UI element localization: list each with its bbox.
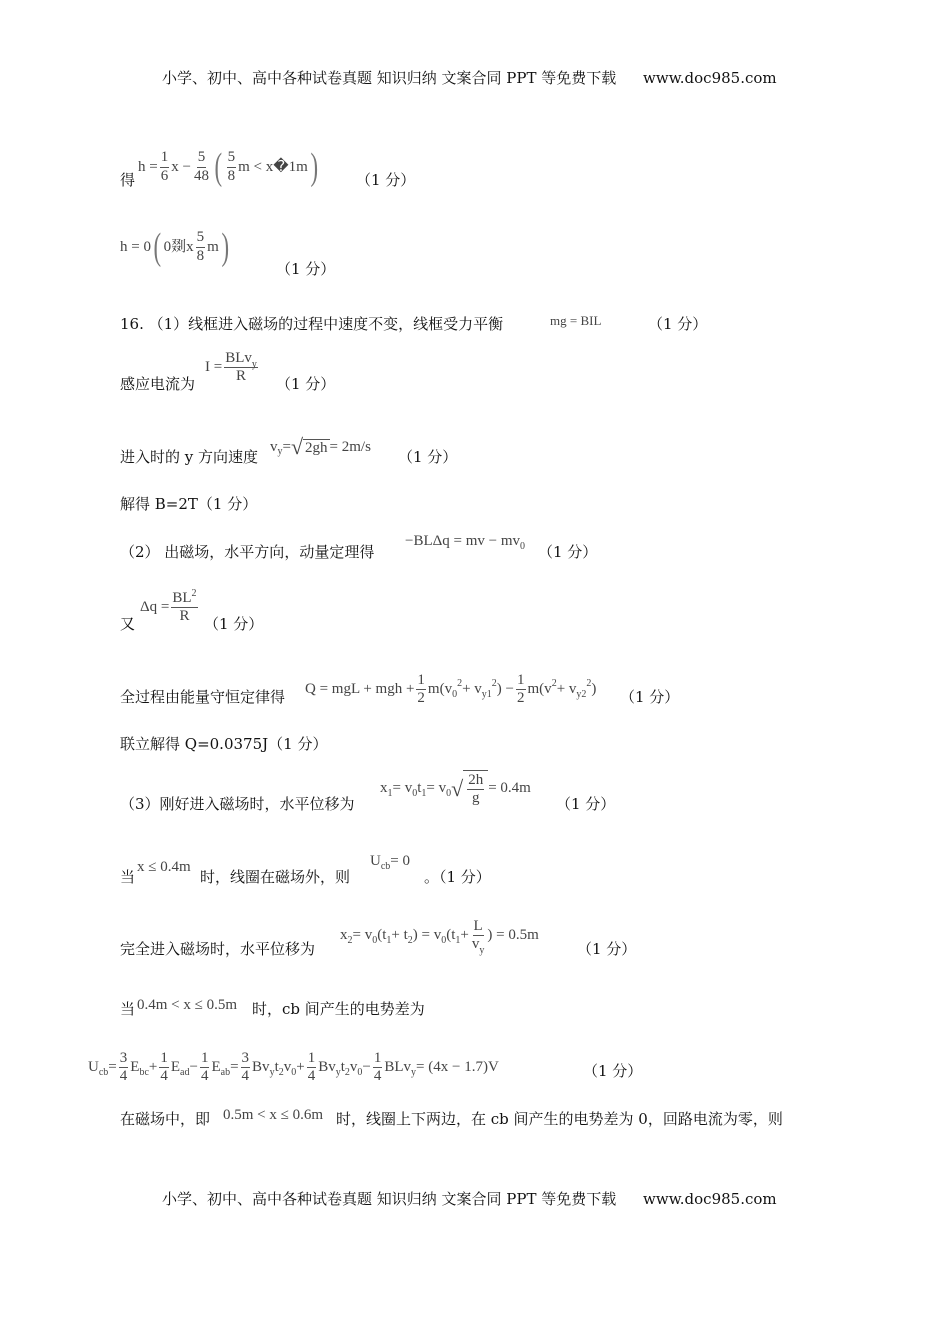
denominator xyxy=(160,168,170,185)
subscript: 0 xyxy=(446,787,452,799)
numerator xyxy=(171,590,197,608)
math-text: BL xyxy=(172,590,192,606)
subscript: y xyxy=(479,945,485,957)
score: （1 分） xyxy=(276,375,336,393)
subscript: cb xyxy=(98,1066,109,1078)
math-text: ) − xyxy=(496,681,515,698)
radical-sign: √ xyxy=(451,775,464,801)
math-text: 2gh xyxy=(305,439,328,456)
text-de: 得 xyxy=(120,171,136,189)
math-text: 0.5m < x ≤ 0.6m xyxy=(223,1107,324,1123)
formula-h-piecewise-2 xyxy=(120,228,231,266)
math-text: U xyxy=(370,853,381,869)
denominator xyxy=(193,168,210,185)
numerator xyxy=(373,1050,383,1068)
text-in-field-cont: 时，线圈上下两边，在 cb 间产生的电势差为 0，回路电流为零，则 xyxy=(336,1110,783,1128)
math-text: x ≤ 0.4m xyxy=(137,859,191,875)
math-text: 8 xyxy=(196,247,205,264)
denominator xyxy=(235,368,247,385)
math-text: 1 xyxy=(200,1050,209,1066)
denominator xyxy=(119,1068,129,1085)
math-text: 1 xyxy=(160,1050,168,1066)
denominator xyxy=(241,1068,251,1085)
math-text: Bv xyxy=(252,1059,270,1076)
math-text: 0.4m < x ≤ 0.5m xyxy=(137,997,238,1013)
formula-h-piecewise-1 xyxy=(138,148,320,186)
subscript: 2 xyxy=(407,934,413,946)
math-text: = v xyxy=(392,780,413,797)
text-again: 又 xyxy=(120,615,136,633)
fraction xyxy=(171,590,197,626)
math-text: BLv xyxy=(225,350,252,366)
math-text: = (4x − 1.7)V xyxy=(416,1059,499,1076)
formula-ucb xyxy=(88,1050,499,1086)
left-paren: ( xyxy=(153,226,162,268)
denominator xyxy=(471,790,481,807)
math-text: E xyxy=(170,1059,181,1076)
math-text: + xyxy=(148,1059,158,1076)
math-text: 1 xyxy=(517,672,525,688)
math-text: 1 xyxy=(373,1050,382,1066)
fraction xyxy=(159,1050,169,1086)
math-text: = v xyxy=(352,927,373,944)
square-root xyxy=(291,436,330,458)
math-text: x xyxy=(380,780,388,797)
formula-x1 xyxy=(380,770,531,808)
numerator xyxy=(200,1050,210,1068)
math-text: m xyxy=(207,238,219,255)
superscript: 2 xyxy=(491,677,497,689)
math-text: E xyxy=(211,1059,221,1076)
subscript: 0 xyxy=(452,688,458,700)
subscript: 0 xyxy=(291,1066,297,1078)
math-text: 5 xyxy=(227,149,236,166)
math-text: x − xyxy=(171,158,191,175)
text-current: 感应电流为 xyxy=(120,375,196,393)
subscript: y2 xyxy=(576,688,587,700)
math-text: m(v xyxy=(427,681,453,698)
formula-current xyxy=(205,350,260,386)
math-text: ) xyxy=(591,681,597,698)
question-16-part-3: （3）刚好进入磁场时，水平位移为 xyxy=(120,795,355,813)
fraction xyxy=(224,350,258,386)
text-in-field: 在磁场中，即 xyxy=(120,1110,211,1128)
left-paren: ( xyxy=(214,146,223,188)
math-text: 3 xyxy=(241,1050,250,1066)
math-text: + t xyxy=(391,927,408,944)
superscript: 2 xyxy=(586,677,592,689)
subscript: 1 xyxy=(386,934,392,946)
subscript: y xyxy=(277,446,283,457)
formula-momentum xyxy=(405,533,526,552)
denominator xyxy=(516,690,526,707)
math-text: 4 xyxy=(307,1068,316,1085)
math-text: m < x�1m xyxy=(238,158,308,175)
parenthesis-group xyxy=(151,228,232,266)
numerator xyxy=(227,149,237,167)
text-outside: 时，线圈在磁场外，则 xyxy=(200,868,351,886)
formula-vy xyxy=(270,436,371,458)
math-text: + xyxy=(460,927,469,944)
fraction xyxy=(193,149,210,185)
right-paren: ) xyxy=(310,146,318,188)
radicand xyxy=(303,439,330,456)
denominator xyxy=(471,936,486,957)
math-text: t xyxy=(274,1059,279,1076)
fraction xyxy=(373,1050,383,1086)
radicand xyxy=(463,770,488,808)
math-text: U xyxy=(88,1059,99,1076)
page-header xyxy=(162,71,777,86)
math-text: = 0 xyxy=(390,853,411,869)
superscript: 2 xyxy=(457,677,463,689)
subscript: 1 xyxy=(387,787,393,799)
subscript: cb xyxy=(380,860,391,872)
subscript: y xyxy=(269,1066,275,1078)
superscript: 2 xyxy=(191,588,197,599)
math-text: g xyxy=(471,790,480,807)
text-cb-potential: 时，cb 间产生的电势差为 xyxy=(252,1000,425,1018)
footer-site: www.doc985.com xyxy=(643,1190,777,1208)
score: （1 分） xyxy=(204,615,264,633)
math-text: = xyxy=(230,1059,239,1076)
math-text: 5 xyxy=(197,149,206,166)
subscript: 2 xyxy=(347,934,353,946)
math-text: = xyxy=(108,1059,117,1076)
math-text: v xyxy=(270,438,278,455)
math-text: − xyxy=(362,1059,371,1076)
fraction xyxy=(160,149,170,185)
denominator xyxy=(307,1068,317,1085)
math-text: L xyxy=(473,918,483,934)
math-text: − xyxy=(189,1059,198,1076)
numerator xyxy=(196,229,206,247)
math-text: h = xyxy=(138,158,158,175)
text-vy: 进入时的 y 方向速度 xyxy=(120,448,259,466)
math-text: 4 xyxy=(200,1068,209,1085)
subscript: y xyxy=(251,359,257,370)
denominator xyxy=(227,168,237,185)
math-text: 4 xyxy=(373,1068,382,1085)
math-text: R xyxy=(179,608,190,625)
math-text: 2 xyxy=(417,690,425,707)
math-text: v xyxy=(283,1059,292,1076)
math-text: BLv xyxy=(384,1059,412,1076)
denominator xyxy=(373,1068,383,1085)
math-text: + v xyxy=(462,681,482,698)
subscript: 1 xyxy=(455,934,461,946)
formula-range-05-06 xyxy=(223,1108,323,1123)
subscript: 2 xyxy=(278,1066,284,1078)
math-text: 48 xyxy=(193,167,209,184)
math-text: ) = 0.5m xyxy=(487,927,539,944)
formula-range-04-05 xyxy=(137,998,237,1013)
superscript: 2 xyxy=(551,677,557,689)
subscript: 0 xyxy=(441,934,447,946)
fraction xyxy=(467,772,484,808)
numerator xyxy=(467,772,484,790)
math-text: 1 xyxy=(307,1050,316,1066)
math-text: 1 xyxy=(417,672,425,688)
denominator xyxy=(416,690,426,707)
numerator xyxy=(160,149,170,167)
subscript: bc xyxy=(139,1066,149,1078)
math-text: −BLΔq = mv − mv xyxy=(405,533,521,549)
formula-x2 xyxy=(340,918,539,957)
math-text: = v xyxy=(426,780,447,797)
math-text: + xyxy=(296,1059,305,1076)
numerator xyxy=(119,1050,129,1068)
math-text: Δq = xyxy=(140,599,170,616)
math-text: h = 0 xyxy=(120,238,151,255)
math-text: v xyxy=(471,936,480,953)
subscript: 0 xyxy=(372,934,378,946)
score: 。（1 分） xyxy=(424,868,491,886)
math-text: = 0.4m xyxy=(488,780,531,797)
fraction xyxy=(516,672,526,708)
subscript: 2 xyxy=(344,1066,350,1078)
math-text: t xyxy=(340,1059,345,1076)
formula-ucb-zero xyxy=(370,853,411,872)
math-text: (t xyxy=(446,927,456,944)
question-16-part-1: 16. （1）线框进入磁场的过程中速度不变，线框受力平衡 xyxy=(120,315,504,333)
math-text: R xyxy=(236,368,247,385)
numerator xyxy=(197,149,207,167)
math-text: Bv xyxy=(318,1059,336,1076)
header-site: www.doc985.com xyxy=(643,69,777,87)
subscript: 0 xyxy=(412,787,418,799)
score: （1 分） xyxy=(577,940,637,958)
fraction xyxy=(227,149,237,185)
math-text: 0剟x xyxy=(163,238,194,255)
page-footer xyxy=(162,1192,777,1207)
score: （1 分） xyxy=(356,171,416,189)
math-text: 3 xyxy=(119,1050,128,1066)
math-text: 8 xyxy=(227,167,236,184)
score: （1 分） xyxy=(620,688,680,706)
denominator xyxy=(159,1068,169,1085)
math-text: = xyxy=(282,438,291,455)
math-text: x xyxy=(340,927,348,944)
math-text: 1 xyxy=(160,149,169,166)
denominator xyxy=(196,248,206,265)
fraction xyxy=(119,1050,129,1086)
subscript: 1 xyxy=(421,787,427,799)
math-text: + v xyxy=(556,681,577,698)
numerator xyxy=(159,1050,169,1068)
score: （1 分） xyxy=(648,315,708,333)
text-energy: 全过程由能量守恒定律得 xyxy=(120,688,286,706)
math-text: v xyxy=(349,1059,358,1076)
text-when: 当 xyxy=(120,868,136,886)
fraction xyxy=(416,672,426,708)
score: （1 分） xyxy=(276,260,336,278)
score: （1 分） xyxy=(556,795,616,813)
formula-energy xyxy=(305,672,596,708)
math-text: ) = v xyxy=(412,927,442,944)
text-solve-b: 解得 B=2T（1 分） xyxy=(120,495,258,513)
subscript: 0 xyxy=(520,540,526,552)
math-text: Q = mgL + mgh + xyxy=(305,681,415,698)
math-text: 4 xyxy=(241,1068,250,1085)
math-text: = 2m/s xyxy=(329,438,371,455)
math-text: 4 xyxy=(160,1068,168,1085)
radical-sign: √ xyxy=(290,434,304,459)
math-text: mg = BIL xyxy=(550,313,602,328)
subscript: 0 xyxy=(357,1066,363,1078)
math-text: 2h xyxy=(468,772,484,788)
text-solve-q: 联立解得 Q=0.0375J（1 分） xyxy=(120,735,328,753)
denominator xyxy=(178,608,190,625)
math-text: 6 xyxy=(160,167,169,184)
fraction xyxy=(307,1050,317,1086)
score: （1 分） xyxy=(398,448,458,466)
subscript: y xyxy=(335,1066,341,1078)
math-text: I = xyxy=(205,359,223,376)
fraction xyxy=(196,229,206,265)
numerator xyxy=(224,350,258,368)
numerator xyxy=(516,672,526,690)
fraction xyxy=(241,1050,251,1086)
footer-text: 小学、初中、高中各种试卷真题 知识归纳 文案合同 PPT 等免费下载 xyxy=(162,1190,617,1208)
numerator xyxy=(241,1050,251,1068)
math-text: E xyxy=(130,1059,140,1076)
math-text: 5 xyxy=(196,229,205,246)
math-text: 2 xyxy=(517,690,525,707)
right-paren: ) xyxy=(221,226,229,268)
math-text: t xyxy=(417,780,422,797)
question-16-part-2: （2） 出磁场，水平方向，动量定理得 xyxy=(120,543,375,561)
text-full-entry: 完全进入磁场时，水平位移为 xyxy=(120,940,316,958)
subscript: ad xyxy=(180,1066,190,1078)
math-text: (t xyxy=(377,927,387,944)
math-text: 4 xyxy=(119,1068,128,1085)
math-text: m(v xyxy=(527,681,552,698)
denominator xyxy=(200,1068,210,1085)
score: （1 分） xyxy=(538,543,598,561)
text-when: 当 xyxy=(120,1000,136,1018)
square-root xyxy=(451,770,488,808)
fraction xyxy=(200,1050,210,1086)
score: （1 分） xyxy=(583,1062,643,1080)
subscript: ab xyxy=(220,1066,231,1078)
formula-balance xyxy=(550,314,601,327)
fraction xyxy=(471,918,486,957)
formula-x-le-04 xyxy=(137,860,191,875)
subscript: y1 xyxy=(481,688,492,700)
numerator xyxy=(307,1050,317,1068)
numerator xyxy=(473,918,484,936)
numerator xyxy=(416,672,426,690)
subscript: y xyxy=(411,1066,417,1078)
parenthesis-group xyxy=(212,148,321,186)
header-text: 小学、初中、高中各种试卷真题 知识归纳 文案合同 PPT 等免费下载 xyxy=(162,69,617,87)
formula-dq xyxy=(140,590,200,626)
